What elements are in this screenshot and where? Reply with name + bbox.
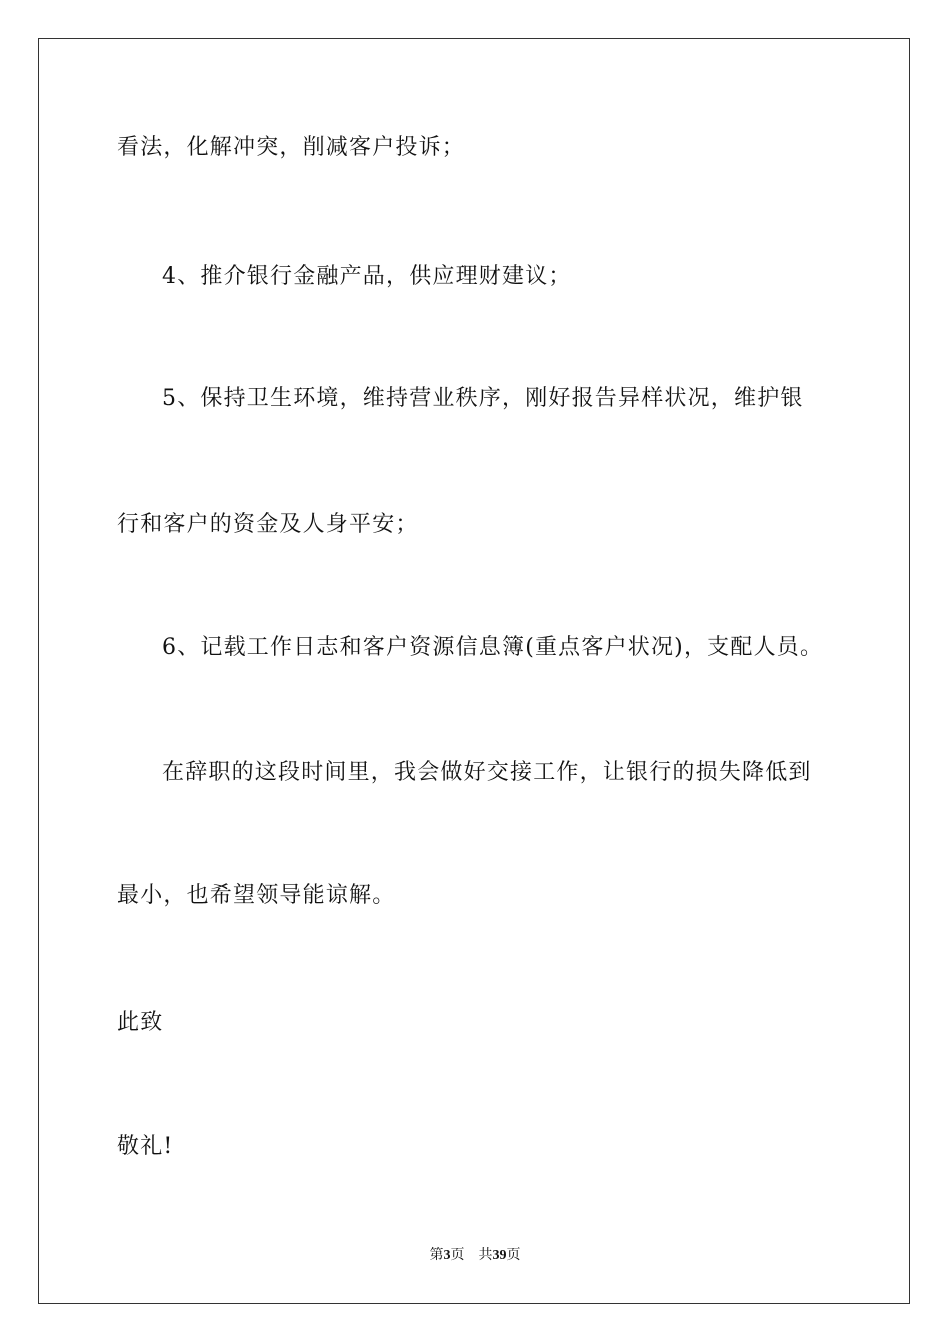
total-pages: 39 [492,1248,507,1263]
page-suffix: 页 [450,1248,465,1263]
paragraph-line-5: 6、记载工作日志和客户资源信息簿(重点客户状况)，支配人员。 [162,635,824,660]
closing-salutation: 此致 [117,1010,164,1035]
closing-respects: 敬礼! [117,1134,174,1159]
page-prefix: 第 [429,1248,444,1263]
total-prefix: 共 [478,1248,493,1263]
page-footer [0,1247,950,1265]
paragraph-line-2: 4、推介银行金融产品，供应理财建议； [162,264,572,289]
paragraph-line-3: 5、保持卫生环境，维持营业秩序，刚好报告异样状况，维护银 [162,386,804,411]
page-border [38,38,910,1304]
paragraph-line-7: 最小，也希望领导能谅解。 [117,883,396,908]
paragraph-line-1: 看法，化解冲突，削减客户投诉； [117,135,466,160]
page-number: 3 [443,1248,451,1263]
total-suffix: 页 [506,1248,521,1263]
paragraph-line-6: 在辞职的这段时间里，我会做好交接工作，让银行的损失降低到 [162,760,812,785]
paragraph-line-4: 行和客户的资金及人身平安； [117,512,419,537]
